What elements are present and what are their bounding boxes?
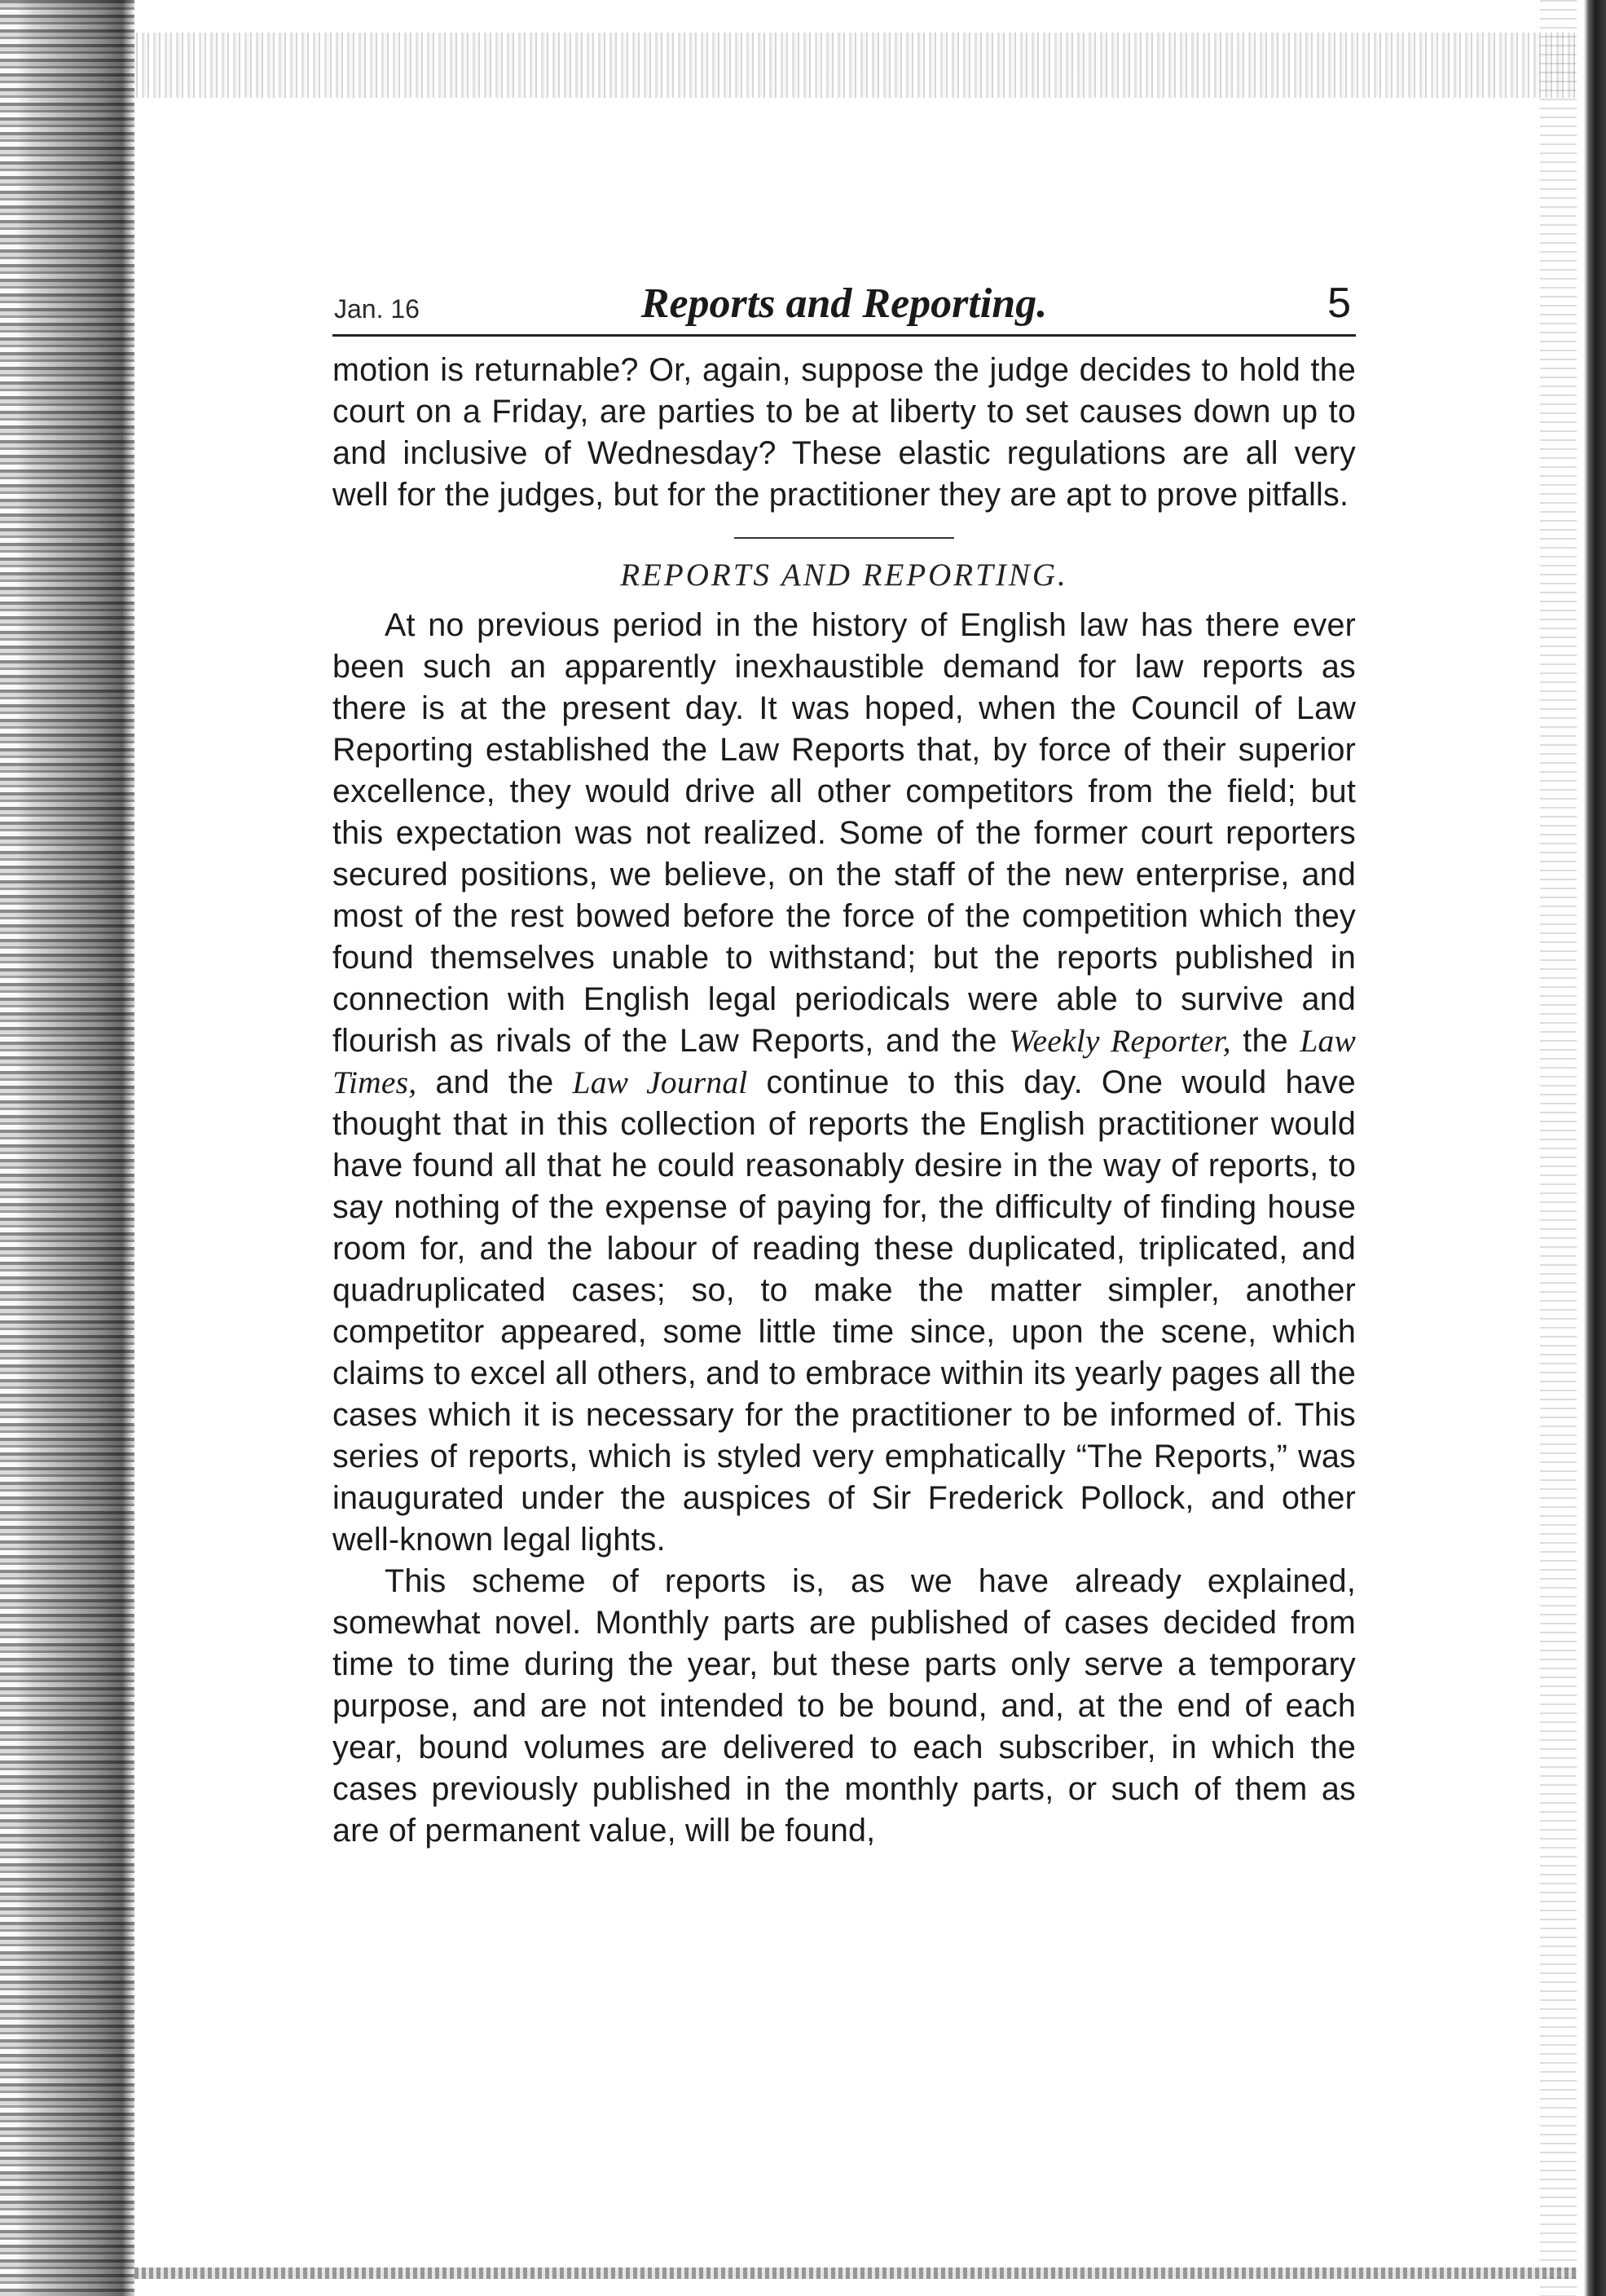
page xyxy=(332,269,1356,1852)
article-title: REPORTS AND REPORTING. xyxy=(620,557,1068,593)
continued-paragraph: motion is returnable? Or, again, suppose the judge decides to hold the court on a Friday, are parties to be at liberty to set causes down up to and inclusive of Wednesday? These elastic regulations are all very well for the judges, but for the practitioner they are apt to prove pitfalls. xyxy=(332,352,1356,513)
paragraph-text: continue to this day. One would have thought that in this collection of reports the English practitioner would have found all that he could reasonably desire in the way of reports, to say nothing of the expense of paying for, the difficulty of finding house room for, and the labour of reading these duplicated, triplicated, and quadruplicated cases; so, to make the matter simpler, another competitor appeared, some little time since, upon the scene, which claims to excel all others, and to embrace within its yearly pages all the cases which it is necessary for the practitioner to be informed of. This series of reports, which is styled very emphatically “The Reports,” was inaugurated under the auspices of Sir Frederick Pollock, and other well-known legal lights. xyxy=(332,1064,1356,1558)
scan-edge-specks xyxy=(1540,0,1577,2296)
section-divider xyxy=(734,537,954,539)
periodical-title: Law Journal xyxy=(572,1064,748,1100)
scan-edge-top xyxy=(130,33,1581,98)
running-header xyxy=(332,269,1356,337)
paragraph-text: the xyxy=(1230,1023,1300,1059)
scan-edge-right xyxy=(1577,0,1606,2296)
periodical-title: Weekly Reporter, xyxy=(1009,1023,1231,1059)
header-title: Reports and Reporting. xyxy=(640,280,1048,327)
article-paragraph-2: This scheme of reports is, as we have already explained, somewhat novel. Monthly parts are published of cases decided from time to time during the year, but these parts only serve a temporary purpose, and are not intended to be bound, and, at the end of each year, bound volumes are delivered to each subscriber, in which the cases previously published in the monthly parts, or such of them as are of permanent value, will be found, xyxy=(332,1563,1356,1849)
paragraph-text: and the xyxy=(416,1064,573,1100)
scan-edge-bottom xyxy=(134,2267,1577,2279)
periodical-title: Law Times, xyxy=(332,1023,1357,1100)
scan-edge-binding xyxy=(0,0,134,2296)
header-date: Jan. 16 xyxy=(334,294,420,324)
paragraph-text: At no previous period in the history of English law has there ever been such an apparently inexhaustible demand for law reports as there is at the present day. It was hoped, when the Council of Law Reporting established the Law Reports that, by force of their superior excellence, they would drive all other competitors from the field; but this expectation was not realized. Some of the former court reporters secured positions, we believe, on the staff of the new enterprise, and most of the rest bowed before the force of the competition which they found themselves unable to withstand; but the reports published in connection with English legal periodicals were able to survive and flourish as rivals of the Law Reports, and the xyxy=(332,607,1356,1059)
page-number: 5 xyxy=(1327,280,1351,327)
article-paragraph-1 xyxy=(332,605,1356,1561)
